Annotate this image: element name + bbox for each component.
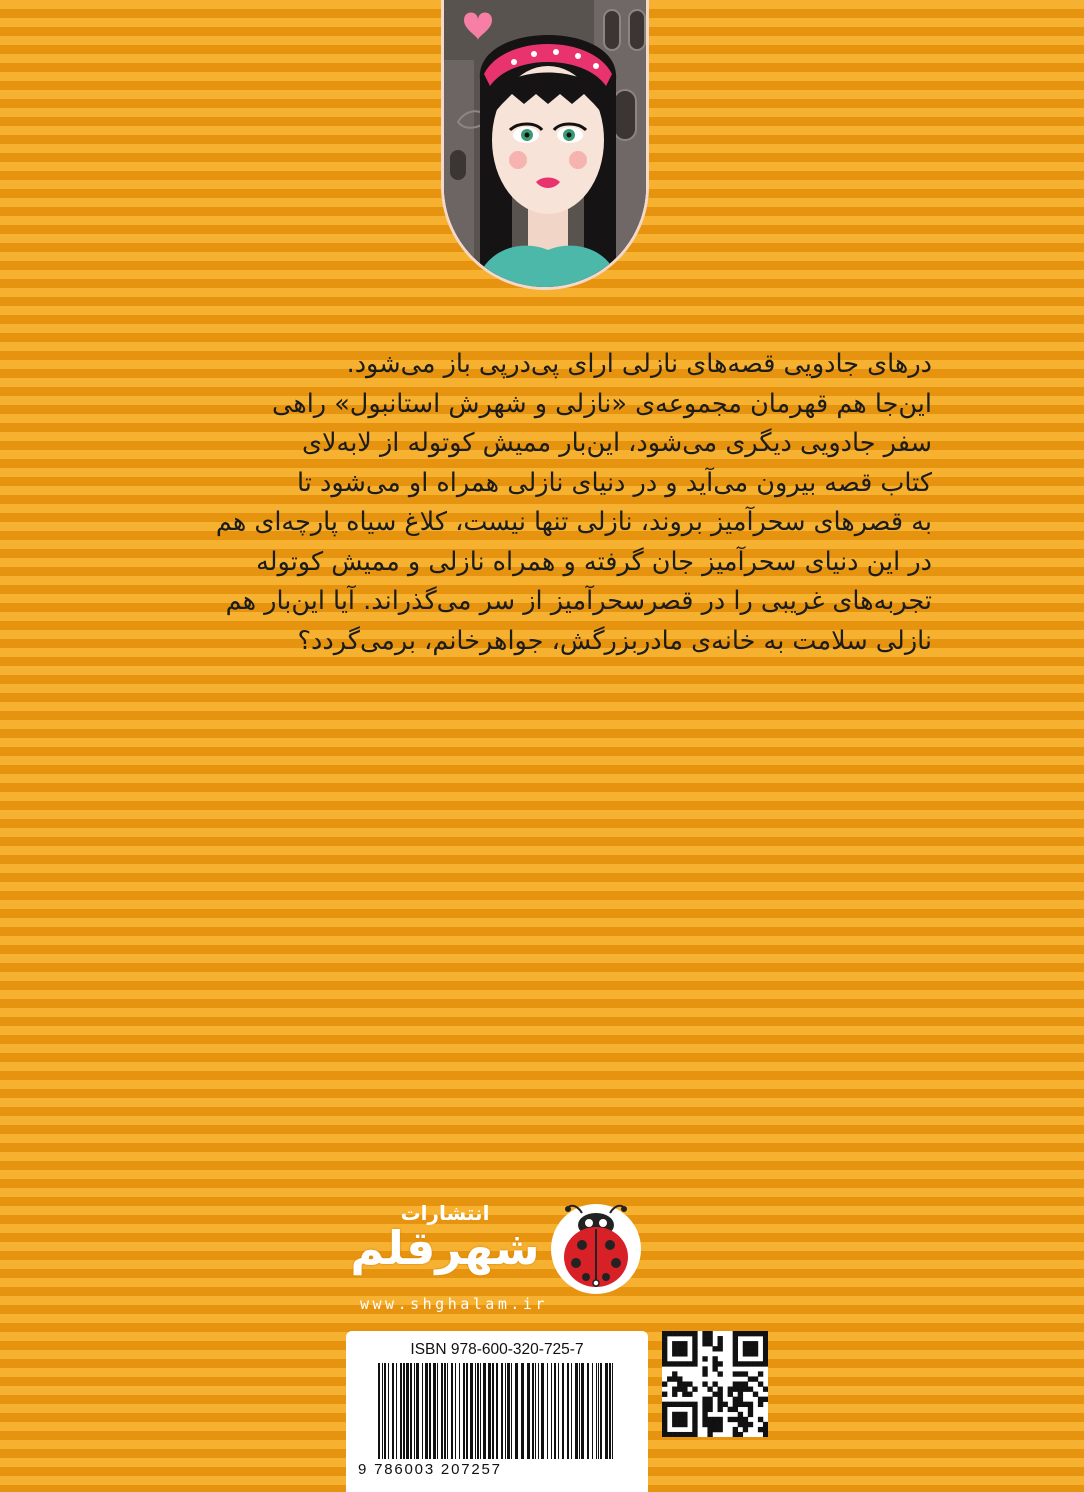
- blurb-line: درهای جادویی قصه‌های نازلی ارای پی‌درپی باز می‌شود.: [346, 349, 932, 379]
- blurb-line: در این دنیای سحرآمیز جان گرفته و همراه نازلی و ممیش کوتوله: [256, 546, 932, 577]
- blurb-text: [110, 345, 932, 661]
- ladybug-icon: [546, 1199, 646, 1299]
- isbn-barcode: [346, 1331, 648, 1492]
- isbn-digits: 9 786003 207257: [358, 1461, 502, 1478]
- blurb-line: تجربه‌های غریبی را در قصرسحرآمیز از سر می‌گذراند. آیا این‌بار هم: [225, 586, 932, 616]
- barcode-bars: [378, 1363, 618, 1459]
- publisher-name: [350, 1201, 540, 1275]
- blurb-line: این‌جا هم قهرمان مجموعه‌ی «نازلی و شهرش استانبول» راهی: [272, 388, 932, 419]
- publisher-url: www.shghalam.ir: [360, 1295, 548, 1313]
- isbn-label: ISBN 978-600-320-725-7: [410, 1341, 584, 1358]
- blurb-line: به قصرهای سحرآمیز بروند، نازلی تنها نیست، کلاغ سیاه پارچه‌ای هم: [215, 507, 932, 537]
- blurb-line: سفر جادویی دیگری می‌شود، این‌بار ممیش کوتوله از لابه‌لای: [302, 428, 932, 458]
- blurb-line: نازلی سلامت به خانه‌ی مادربزرگش، جواهرخانم، برمی‌گردد؟: [297, 625, 932, 656]
- blurb-line: کتاب قصه بیرون می‌آید و در دنیای نازلی همراه او می‌شود تا: [297, 467, 932, 498]
- publisher-name-top: انتشارات: [400, 1201, 490, 1225]
- cover-illustration: [441, 0, 649, 290]
- publisher-name-main: شهرقلم: [350, 1221, 540, 1275]
- qr-code-icon: [662, 1331, 768, 1437]
- publisher-logo: [350, 1195, 650, 1325]
